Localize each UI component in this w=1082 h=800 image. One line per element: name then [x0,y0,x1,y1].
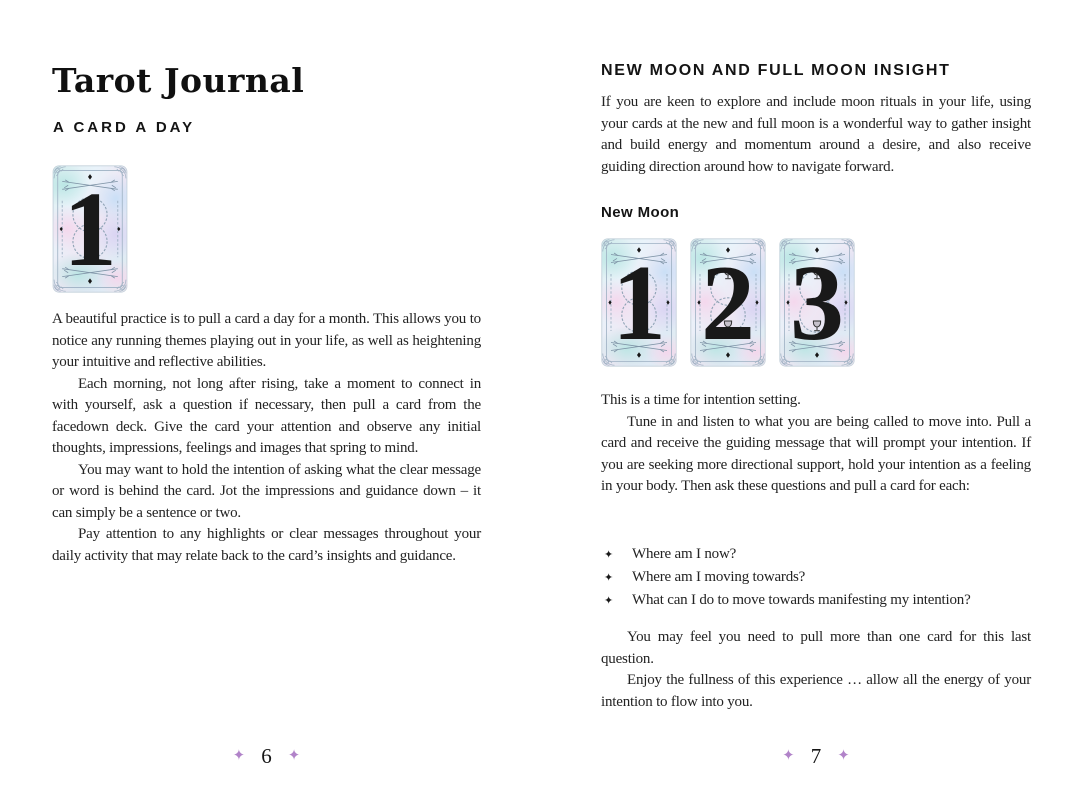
question-text: What can I do to move towards manifesting my intention? [632,591,971,608]
section-heading-a-card-a-day: A CARD A DAY [53,119,196,136]
paragraph: A beautiful practice is to pull a card a day for a month. This allows you to notice any running themes playing out in your life, as well as heightening your intuitive and reflective abilities. [52,311,481,370]
section-heading-new-moon-insight: NEW MOON AND FULL MOON INSIGHT [601,62,951,79]
star-bullet-icon: ✦ [604,549,614,561]
right-page [601,0,1031,800]
paragraph: You may want to hold the intention of asking what the clear message or word is behind the card. Jot the impressions and guidance down – it can simply be a sentence or two. [52,461,481,521]
body-text-left [52,309,481,567]
paragraph: Tune in and listen to what you are being called to move into. Pull a card and receive the guiding message that will prompt your intention. If you are seeking more directional support, hold your intention as a feeling in your body. Then ask these questions and pull a card for each: [601,413,1031,494]
page-number-left: 6 [261,744,272,768]
sparkle-icon: ✦ [837,748,850,764]
body-text-right [601,390,1031,498]
star-bullet-icon: ✦ [604,571,614,584]
paragraph: Each morning, not long after rising, take a moment to connect in with yourself, ask a question if necessary, then pull a card from the facedown deck. Give the card your attention and observe any initial thoughts, impressions, feelings and images that spring to mind. [52,375,481,456]
svg-text:2: 2 [701,244,755,363]
tarot-card-1 [52,165,128,293]
svg-text:3: 3 [790,244,844,363]
list-item [601,544,1031,567]
tarot-card-1 [601,237,677,368]
list-item [601,567,1031,590]
svg-text:1: 1 [63,171,117,290]
question-list [601,544,1031,612]
sparkle-icon: ✦ [232,748,246,764]
paragraph: Pay attention to any highlights or clear messages throughout your daily activity that may relate back to the card’s insights and guidance. [52,526,481,564]
star-bullet-icon: ✦ [604,594,614,607]
tarot-card-3 [779,237,855,368]
paragraph: This is a time for intention setting. [601,392,801,408]
subheading-new-moon: New Moon [601,204,680,221]
page-footer-right [601,746,1031,767]
list-item [601,590,1031,613]
book-title: Tarot Journal [52,61,305,100]
paragraph: If you are keen to explore and include moon rituals in your life, using your cards at the new and full moon is a wonderful way to gather insight and build energy and momentum around a desire, and also receive guiding direction around how to navigate forward. [601,94,1031,175]
question-text: Where am I now? [632,546,737,562]
sparkle-icon: ✦ [782,748,795,764]
paragraph: Enjoy the fullness of this experience … allow all the energy of your intention to flow into you. [601,672,1031,710]
left-page [52,0,481,800]
sparkle-icon: ✦ [287,748,301,764]
question-text: Where am I moving towards? [632,568,806,585]
paragraph: You may feel you need to pull more than one card for this last question. [601,629,1031,667]
tarot-card-2 [690,237,766,368]
tarot-card-spread [601,237,855,368]
closing-text-right [601,627,1031,713]
page-number-right: 7 [810,744,822,768]
svg-text:1: 1 [612,244,666,363]
page-footer-left [52,746,481,767]
intro-text-right [601,92,1031,178]
